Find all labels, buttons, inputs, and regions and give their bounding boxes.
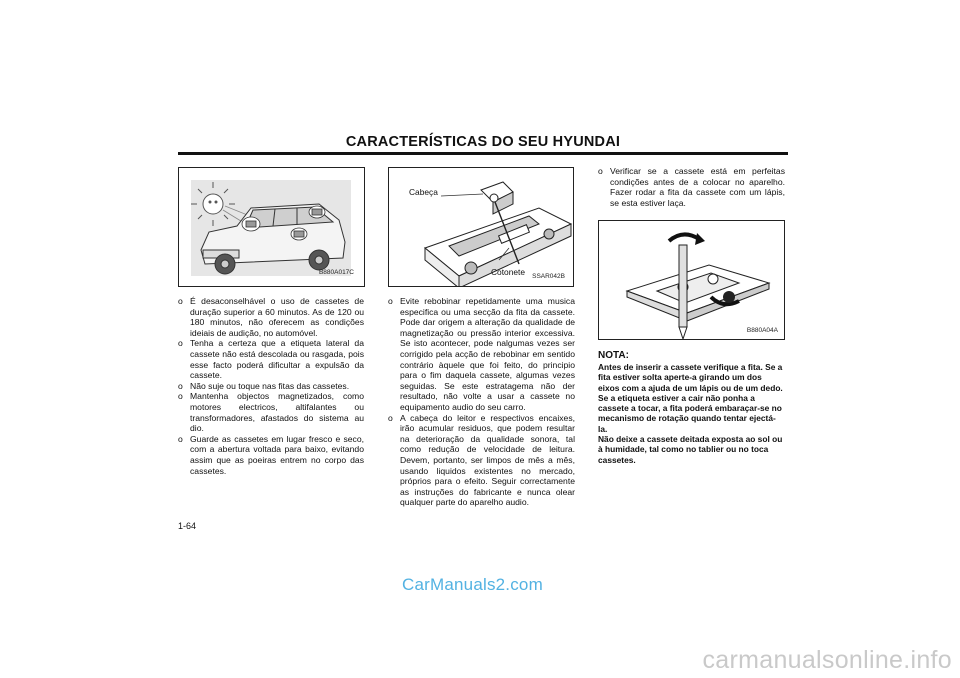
column-left — [178, 296, 364, 476]
radio-figure — [388, 167, 574, 287]
column-right — [598, 166, 785, 208]
figure-code: SSAR042B — [532, 273, 565, 280]
cassette-illustration — [599, 221, 785, 340]
list-item: o A cabeça do leitor e respectivos encaixes, irão acumular residuos, que podem resultar na deterioração da qualidade sonora, tal como redução de velocidade de leitura. Devem, portanto, ser limpos de mês a mês, usando liquidos existentes no mercado, próprios para o efeito. Seguir correctamente as instruções do fabricante e nunca olear qualquer parte do aparelho audio. — [388, 412, 575, 508]
radio-illustration — [389, 168, 574, 287]
list-item: o Evite rebobinar repetidamente uma musica especifica ou uma secção da fita da cassete. Pode dar origem a alteração da qualidade de magnetização ou pressão interior excessiva. Se isto acontecer, pode nalgumas vezes ser corrigido pela acção de rebobinar em sentido contrário àquele que foi feito, do principio para o fim daquela cassete, algumas vezes seguidas. Se este estratagema não der resultado, não volte a usar a cassete no equipamento audio do seu carro. — [388, 296, 575, 412]
car-figure — [178, 167, 365, 287]
swab-label: Cotonete — [491, 267, 525, 277]
list-item: o É desaconselhável o uso de cassetes de duração superior a 60 minutos. As de 120 ou 180 minutos, não oferecem as condições ideiais de audição, no automóvel. — [178, 296, 364, 338]
list-item: o Mantenha objectos magnetizados, como motores electricos, altifalantes ou transformadores, afastados do sistema au dio. — [178, 391, 364, 434]
header-rule — [178, 152, 788, 155]
column-middle — [388, 296, 575, 508]
note-paragraph: Não deixe a cassete deitada exposta ao sol ou à humidade, tal como no tablier ou no toca cassetes. — [598, 434, 783, 465]
pencil-icon — [679, 245, 687, 339]
list-item: o Não suje ou toque nas fitas das cassetes. — [178, 380, 350, 391]
note-block — [598, 350, 785, 465]
note-paragraph: Antes de inserir a cassete verifique a fita. Se a fita estiver solta aperte-a girando um dos eixos com a ajuda de um lápis ou de um dedo. Se a etiqueta estiver a cair não ponha a cassete a tocar, a fita poderá embaraçar-se no mecanismo de rotação quando tentar ejectá-la. — [598, 362, 783, 434]
footer-watermark: carmanualsonline.info — [702, 646, 952, 674]
note-title: NOTA: — [598, 350, 629, 361]
list-item: o Verificar se a cassete está em perfeitas condições antes de a colocar no aparelho. Fazer rodar a fita da cassete com um lápis, se esta estiver laça. — [598, 166, 785, 208]
watermark-link[interactable]: CarManuals2.com — [402, 575, 543, 594]
cassette-icon — [627, 265, 769, 321]
list-item: o Tenha a certeza que a etiqueta lateral da cassete não está descolada ou rasgada, pois esse facto poderá dificultar a expulsão da cassete. — [178, 338, 364, 381]
cassette-figure — [598, 220, 785, 340]
list-item: o Guarde as cassetes em lugar fresco e seco, com a abertura voltada para baixo, evitando assim que as poeiras entrem no corpo das cassetes. — [178, 433, 364, 476]
figure-code: B880A04A — [746, 327, 778, 334]
head-label: Cabeça — [409, 187, 438, 197]
page-number: 1-64 — [178, 521, 197, 531]
page-title: CARACTERÍSTICAS DO SEU HYUNDAI — [345, 134, 621, 150]
figure-code: B880A017C — [318, 269, 354, 276]
